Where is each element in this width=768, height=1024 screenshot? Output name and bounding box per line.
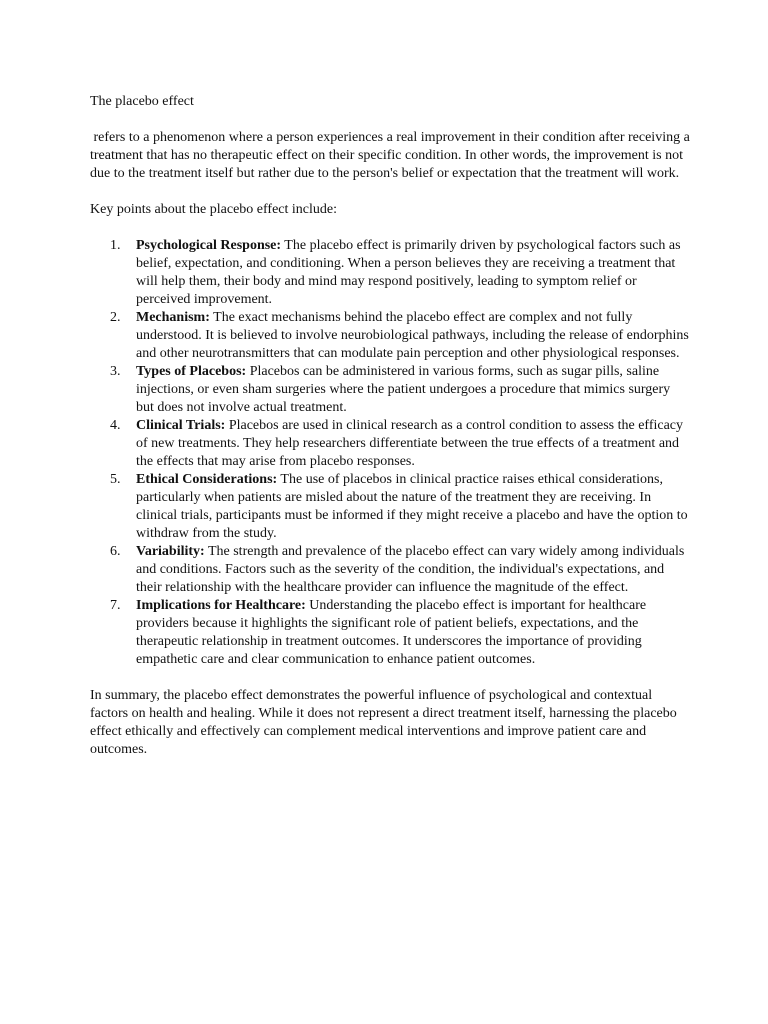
- list-item: [90, 597, 690, 669]
- summary-paragraph: In summary, the placebo effect demonstrates the powerful influence of psychological and contextual factors on health and healing. While it does not represent a direct treatment itself, harnessing the placebo effect ethically and effectively can complement medical interventions and improve patient care and outcomes.: [90, 688, 677, 757]
- list-item-number: 4.: [110, 418, 121, 433]
- list-item-text: The strength and prevalence of the placebo effect can vary widely among individuals and conditions. Factors such as the severity of the condition, the individual's expectations, and their relationship with the healthcare provider can influence the magnitude of the effect.: [136, 544, 685, 595]
- list-item-text: The placebo effect is primarily driven by psychological factors such as belief, expectation, and conditioning. When a person believes they are receiving a treatment that will help them, their body and mind may respond positively, leading to symptom relief or perceived improvement.: [136, 238, 681, 307]
- list-item-term: Variability:: [136, 544, 205, 559]
- list-item: [90, 363, 690, 417]
- list-item-number: 1.: [110, 238, 121, 253]
- list-item-term: Types of Placebos:: [136, 364, 247, 379]
- list-item-text: Placebos are used in clinical research as a control condition to assess the efficacy of new treatments. They help researchers differentiate between the true effects of a treatment and the effects that may arise from placebo responses.: [136, 418, 684, 469]
- list-item: [90, 417, 690, 471]
- list-item-number: 6.: [110, 544, 121, 559]
- list-item-term: Implications for Healthcare:: [136, 598, 306, 613]
- list-item-term: Clinical Trials:: [136, 418, 226, 433]
- list-item-number: 2.: [110, 310, 121, 325]
- list-item-text: Placebos can be administered in various forms, such as sugar pills, saline injections, or even sham surgeries where the patient undergoes a procedure that mimics surgery but does not involve actual treatment.: [136, 364, 671, 415]
- list-item: [90, 471, 690, 543]
- list-item: [90, 543, 690, 597]
- document-body: [90, 93, 694, 777]
- list-item-term: Psychological Response:: [136, 238, 282, 253]
- document-title: The placebo effect: [90, 94, 194, 109]
- list-item-text: The use of placebos in clinical practice raises ethical considerations, particularly when patients are misled about the nature of the treatment they are receiving. In clinical trials, participants must be informed if they might receive a placebo and have the option to withdraw from the study.: [136, 472, 688, 541]
- list-item: [90, 237, 690, 309]
- key-points-list: [90, 237, 690, 669]
- list-item-number: 3.: [110, 364, 121, 379]
- key-points-heading: Key points about the placebo effect include:: [90, 202, 337, 217]
- list-item-text: Understanding the placebo effect is important for healthcare providers because it highlights the significant role of patient beliefs, expectations, and the therapeutic relationship in treatment outcomes. It underscores the importance of providing empathetic care and clear communication to enhance patient outcomes.: [136, 598, 647, 667]
- list-item-number: 5.: [110, 472, 121, 487]
- list-item: [90, 309, 690, 363]
- list-item-term: Mechanism:: [136, 310, 210, 325]
- list-item-term: Ethical Considerations:: [136, 472, 278, 487]
- intro-paragraph: refers to a phenomenon where a person experiences a real improvement in their condition after receiving a treatment that has no therapeutic effect on their specific condition. In other words, the improvement is not due to the treatment itself but rather due to the person's belief or expectation that the treatment will work.: [90, 130, 694, 181]
- list-item-number: 7.: [110, 598, 121, 613]
- list-item-text: The exact mechanisms behind the placebo effect are complex and not fully understood. It is believed to involve neurobiological pathways, including the release of endorphins and other neurotransmitters that can modulate pain perception and other physiological responses.: [136, 310, 689, 361]
